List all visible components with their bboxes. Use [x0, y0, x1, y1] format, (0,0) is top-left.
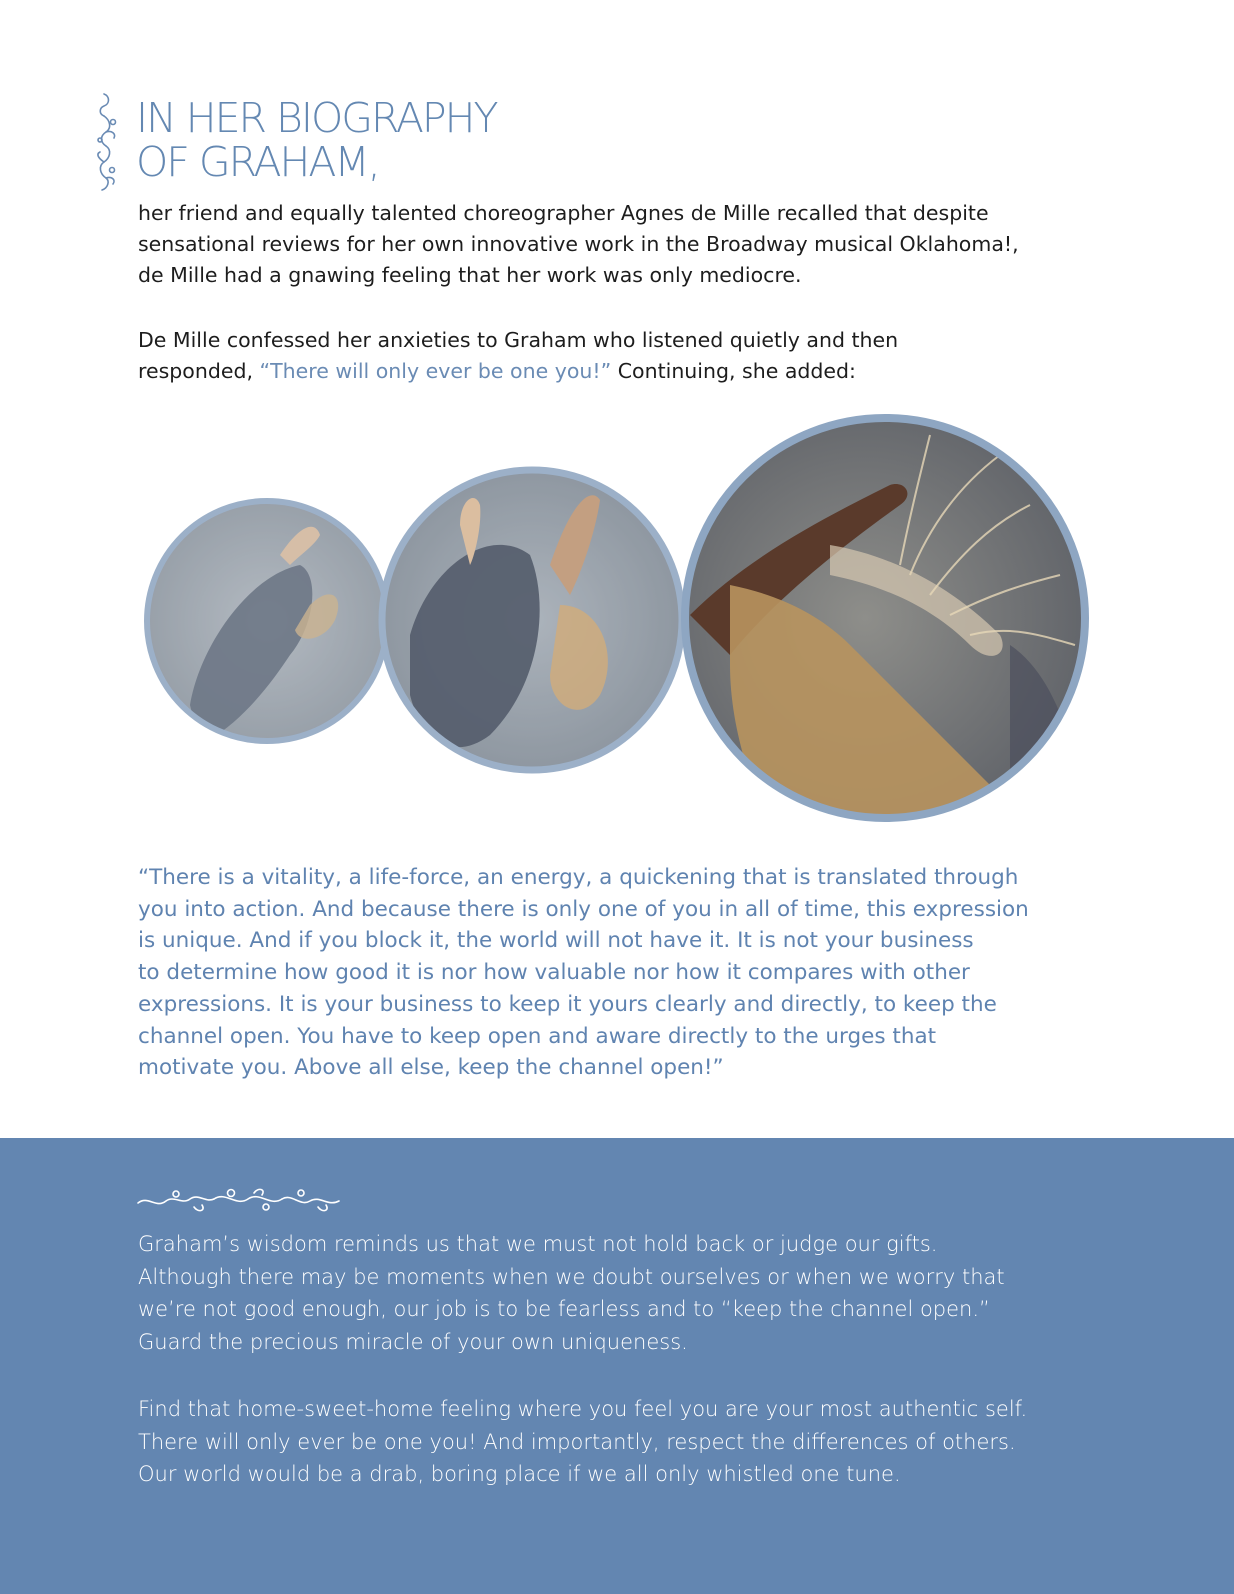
dancer-image-medium	[382, 470, 682, 770]
heading-line-2: OF GRAHAM,	[136, 138, 379, 186]
reflection-paragraph-2	[138, 1393, 1118, 1491]
intro-line: her friend and equally talented choreographer Agnes de Mille recalled that despite	[138, 201, 989, 225]
dancer-image-large	[685, 418, 1090, 825]
band-line: There will only ever be one you! And importantly, respect the differences of others.	[138, 1429, 1016, 1454]
heading-line-1: IN HER BIOGRAPHY	[136, 94, 497, 142]
band-line: Although there may be moments when we doubt ourselves or when we worry that	[138, 1264, 1005, 1289]
confession-line-2	[138, 356, 1118, 387]
quote-line: “There is a vitality, a life-force, an energy, a quickening that is translated through	[138, 865, 1019, 890]
confession-prefix: responded,	[138, 359, 260, 383]
page-heading	[136, 96, 497, 184]
quote-line: you into action. And because there is only one of you in all of time, this expression	[138, 896, 1029, 922]
vertical-flourish-icon	[94, 92, 120, 192]
highlighted-quote: “There will only ever be one you!”	[259, 359, 612, 383]
band-line: we’re not good enough, our job is to be fearless and to “keep the channel open.”	[138, 1297, 990, 1321]
quote-line: motivate you. Above all else, keep the channel open!”	[138, 1055, 724, 1081]
band-line: Our world would be a drab, boring place if we all only whistled one tune.	[138, 1462, 901, 1486]
intro-line: de Mille had a gnawing feeling that her work was only mediocre.	[138, 263, 802, 287]
band-line: Find that home-sweet-home feeling where you feel you are your most authentic self.	[138, 1397, 1028, 1421]
dancer-image-small	[147, 501, 387, 745]
reflection-paragraph-1	[138, 1228, 1118, 1358]
graham-quote	[138, 862, 1138, 1084]
confession-suffix: Continuing, she added:	[611, 359, 856, 383]
quote-line: expressions. It is your business to keep it yours clearly and directly, to keep the	[138, 991, 997, 1017]
quote-line: to determine how good it is nor how valuable nor how it compares with other	[138, 960, 970, 986]
band-line: Graham’s wisdom reminds us that we must not hold back or judge our gifts.	[138, 1232, 938, 1256]
intro-line: sensational reviews for her own innovative work in the Broadway musical Oklahoma!,	[138, 232, 1019, 256]
horizontal-flourish-icon	[136, 1185, 341, 1215]
quote-line: is unique. And if you block it, the world will not have it. It is not your business	[138, 928, 974, 954]
confession-line-1: De Mille confessed her anxieties to Graham who listened quietly and then	[138, 328, 899, 352]
band-line: Guard the precious miracle of your own uniqueness.	[138, 1329, 688, 1354]
confession-paragraph	[138, 325, 1118, 387]
intro-paragraph	[138, 198, 1118, 291]
dancer-image-circles	[130, 405, 1120, 865]
quote-line: channel open. You have to keep open and aware directly to the urges that	[138, 1023, 937, 1049]
